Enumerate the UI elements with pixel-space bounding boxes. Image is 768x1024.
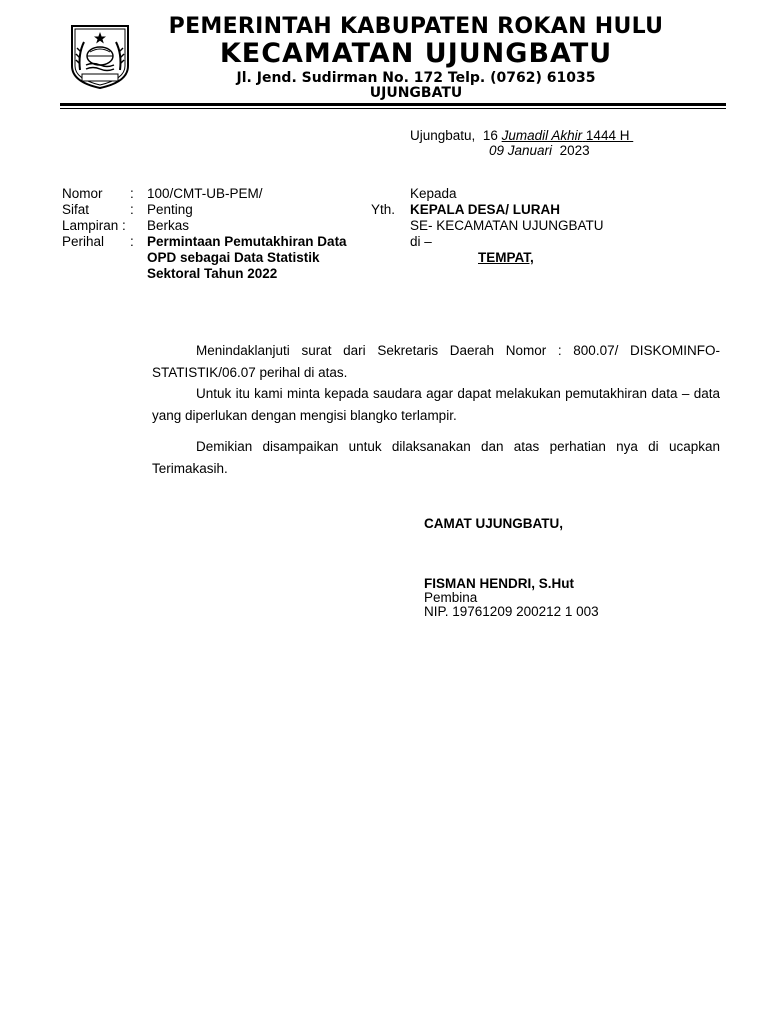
perihal-colon: : [130,234,134,249]
recipient-tempat: TEMPAT, [478,250,534,265]
government-heading: PEMERINTAH KABUPATEN ROKAN HULU [168,14,664,39]
nomor-colon: : [130,186,134,201]
signature-name: FISMAN HENDRI, S.Hut [424,576,574,591]
recipient-scope: SE- KECAMATAN UJUNGBATU [410,218,604,233]
office-city: UJUNGBATU [369,85,463,101]
office-heading: KECAMATAN UJUNGBATU [219,38,613,69]
office-address: Jl. Jend. Sudirman No. 172 Telp. (0762) 61035 [236,70,596,86]
recipient-name: KEPALA DESA/ LURAH [410,202,561,217]
nomor-value: 100/CMT-UB-PEM/ [147,186,263,201]
recipient-kepada: Kepada [410,186,457,201]
signature-nip: NIP. 19761209 200212 1 003 [424,604,599,619]
body-paragraph-1: Menindaklanjuti surat dari Sekretaris Daerah Nomor : 800.07/ DISKOMINFO-STATISTIK/06.07 perihal di atas. [152,343,720,380]
regency-logo [64,20,136,90]
signature-title: CAMAT UJUNGBATU, [424,516,563,531]
signature-rank: Pembina [424,590,478,605]
perihal-line-1: Permintaan Pemutakhiran Data [147,234,347,249]
perihal-line-3: Sektoral Tahun 2022 [147,266,278,281]
lampiran-value: Berkas [147,218,190,233]
perihal-label: Perihal [62,234,105,249]
body-paragraph-2: Untuk itu kami minta kepada saudara agar dapat melakukan pemutakhiran data – data yang diperlukan dengan mengisi blangko terlampir. [152,386,720,423]
sifat-label: Sifat [62,202,90,217]
letter-date-gregorian: 09 Januari 2023 [489,143,590,158]
recipient-yth: Yth. [371,202,396,217]
sifat-colon: : [130,202,134,217]
nomor-label: Nomor [62,186,103,201]
perihal-line-2: OPD sebagai Data Statistik [147,250,320,265]
letter-date-hijri: Ujungbatu, 16 Jumadil Akhir 1444 H [410,128,630,143]
lampiran-label: Lampiran : [62,218,126,233]
letterhead-rule-thin [60,108,726,109]
sifat-value: Penting [147,202,193,217]
body-paragraph-3: Demikian disampaikan untuk dilaksanakan dan atas perhatian nya di ucapkan Terimakasih. [152,439,720,476]
recipient-di: di – [410,234,432,249]
letterhead-rule-thick [60,103,726,106]
